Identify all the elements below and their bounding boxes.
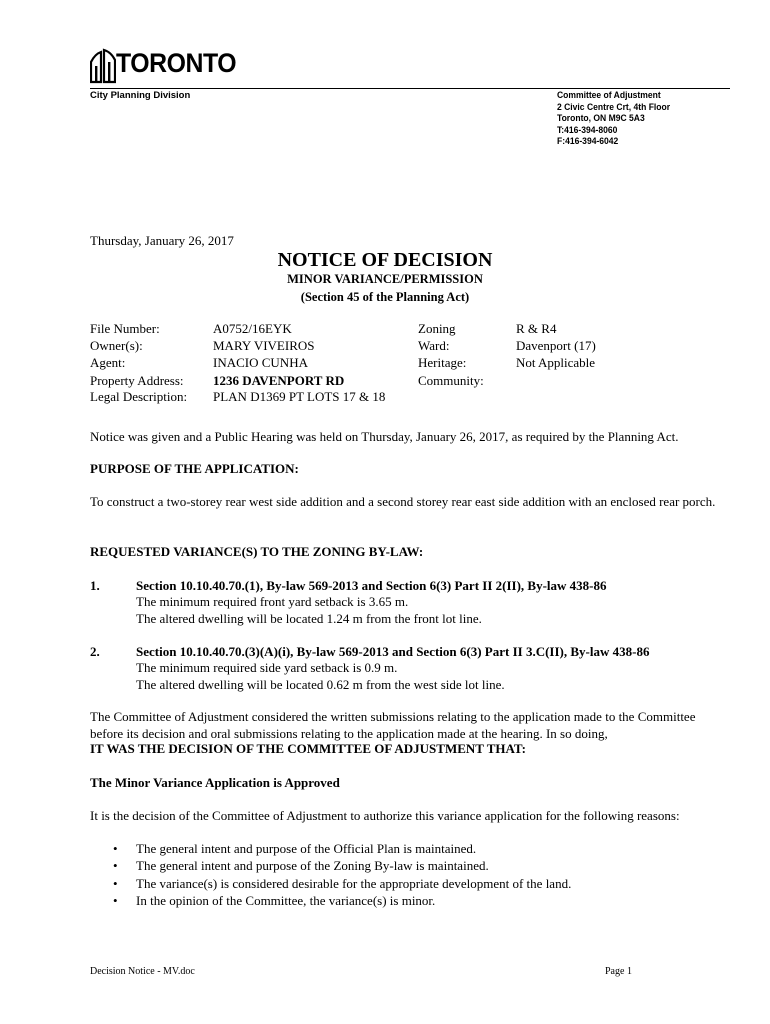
owners-label: Owner(s):: [90, 338, 143, 353]
purpose-text: To construct a two-storey rear west side addition and a second storey rear east side addition with an enclosed rear porch.: [90, 494, 716, 509]
committee-address: [557, 90, 670, 148]
variance-section: Section 10.10.40.70.(1), By-law 569-2013 and Section 6(3) Part II 2(II), By-law 438-86: [136, 578, 607, 593]
decision-heading: IT WAS THE DECISION OF THE COMMITTEE OF ADJUSTMENT THAT:: [90, 741, 526, 756]
owners-value: MARY VIVEIROS: [213, 338, 315, 353]
logo-wordmark: TORONTO: [116, 48, 237, 78]
reason-item: The general intent and purpose of the Zoning By-law is maintained.: [136, 858, 489, 873]
reason-item: In the opinion of the Committee, the variance(s) is minor.: [136, 893, 436, 908]
property-address-value: 1236 DAVENPORT RD: [213, 373, 345, 388]
legal-description-label: Legal Description:: [90, 389, 188, 404]
zoning-label: Zoning: [418, 321, 456, 336]
address-fax: F:416-394-6042: [557, 136, 619, 147]
hearing-notice: Notice was given and a Public Hearing was held on Thursday, January 26, 2017, as required by the Planning Act.: [90, 429, 679, 444]
reasons-intro: It is the decision of the Committee of Adjustment to authorize this variance application for the following reasons:: [90, 808, 680, 823]
address-phone: T:416-394-8060: [557, 124, 618, 135]
agent-label: Agent:: [90, 355, 126, 370]
requested-variances-heading: REQUESTED VARIANCE(S) TO THE ZONING BY-LAW:: [90, 544, 424, 559]
legal-description-value: PLAN D1369 PT LOTS 17 & 18: [213, 389, 386, 404]
address-line: 2 Civic Centre Crt, 4th Floor: [557, 101, 671, 112]
agent-value: INACIO CUNHA: [213, 355, 308, 370]
address-line: Committee of Adjustment: [557, 90, 661, 100]
division-name: City Planning Division: [90, 90, 191, 101]
variance-requirement: The minimum required side yard setback is 0.9 m.: [136, 660, 398, 675]
page-number: Page 1: [605, 966, 632, 977]
document-subtitle-section: (Section 45 of the Planning Act): [300, 290, 470, 304]
variance-proposal: The altered dwelling will be located 0.62 m from the west side lot line.: [136, 677, 505, 692]
bullet-icon: •: [113, 858, 118, 873]
file-number-label: File Number:: [90, 321, 160, 336]
variance-requirement: The minimum required front yard setback is 3.65 m.: [136, 594, 409, 609]
ward-value: Davenport (17): [516, 338, 596, 353]
reason-item: The variance(s) is considered desirable for the appropriate development of the land.: [136, 876, 572, 891]
zoning-value: R & R4: [516, 321, 557, 336]
bullet-icon: •: [113, 893, 118, 908]
decision-date: Thursday, January 26, 2017: [90, 233, 234, 248]
document-title: NOTICE OF DECISION: [277, 249, 493, 271]
document-subtitle: MINOR VARIANCE/PERMISSION: [287, 272, 483, 286]
variance-section: Section 10.10.40.70.(3)(A)(i), By-law 569-2013 and Section 6(3) Part II 3.C(II), By-law 438-86: [136, 644, 650, 659]
toronto-city-hall-logo-icon: [90, 48, 116, 84]
committee-consideration-text: The Committee of Adjustment considered the written submissions relating to the application made to the Committee before its decision and oral submissions relating to the application made at the hearing. In so doing,: [90, 709, 696, 741]
address-line: Toronto, ON M9C 5A3: [557, 113, 645, 124]
purpose-heading: PURPOSE OF THE APPLICATION:: [90, 461, 299, 476]
header-divider: [90, 88, 730, 89]
footer-filename: Decision Notice - MV.doc: [90, 966, 195, 977]
property-address-label: Property Address:: [90, 373, 184, 388]
variance-number: 1.: [90, 578, 100, 593]
community-label: Community:: [418, 373, 484, 388]
bullet-icon: •: [113, 876, 118, 891]
file-number-value: A0752/16EYK: [213, 321, 292, 336]
variance-number: 2.: [90, 644, 100, 659]
reason-item: The general intent and purpose of the Official Plan is maintained.: [136, 841, 477, 856]
approval-statement: The Minor Variance Application is Approved: [90, 775, 340, 790]
ward-label: Ward:: [418, 338, 450, 353]
variance-proposal: The altered dwelling will be located 1.24 m from the front lot line.: [136, 611, 482, 626]
heritage-value: Not Applicable: [516, 355, 596, 370]
bullet-icon: •: [113, 841, 118, 856]
heritage-label: Heritage:: [418, 355, 467, 370]
